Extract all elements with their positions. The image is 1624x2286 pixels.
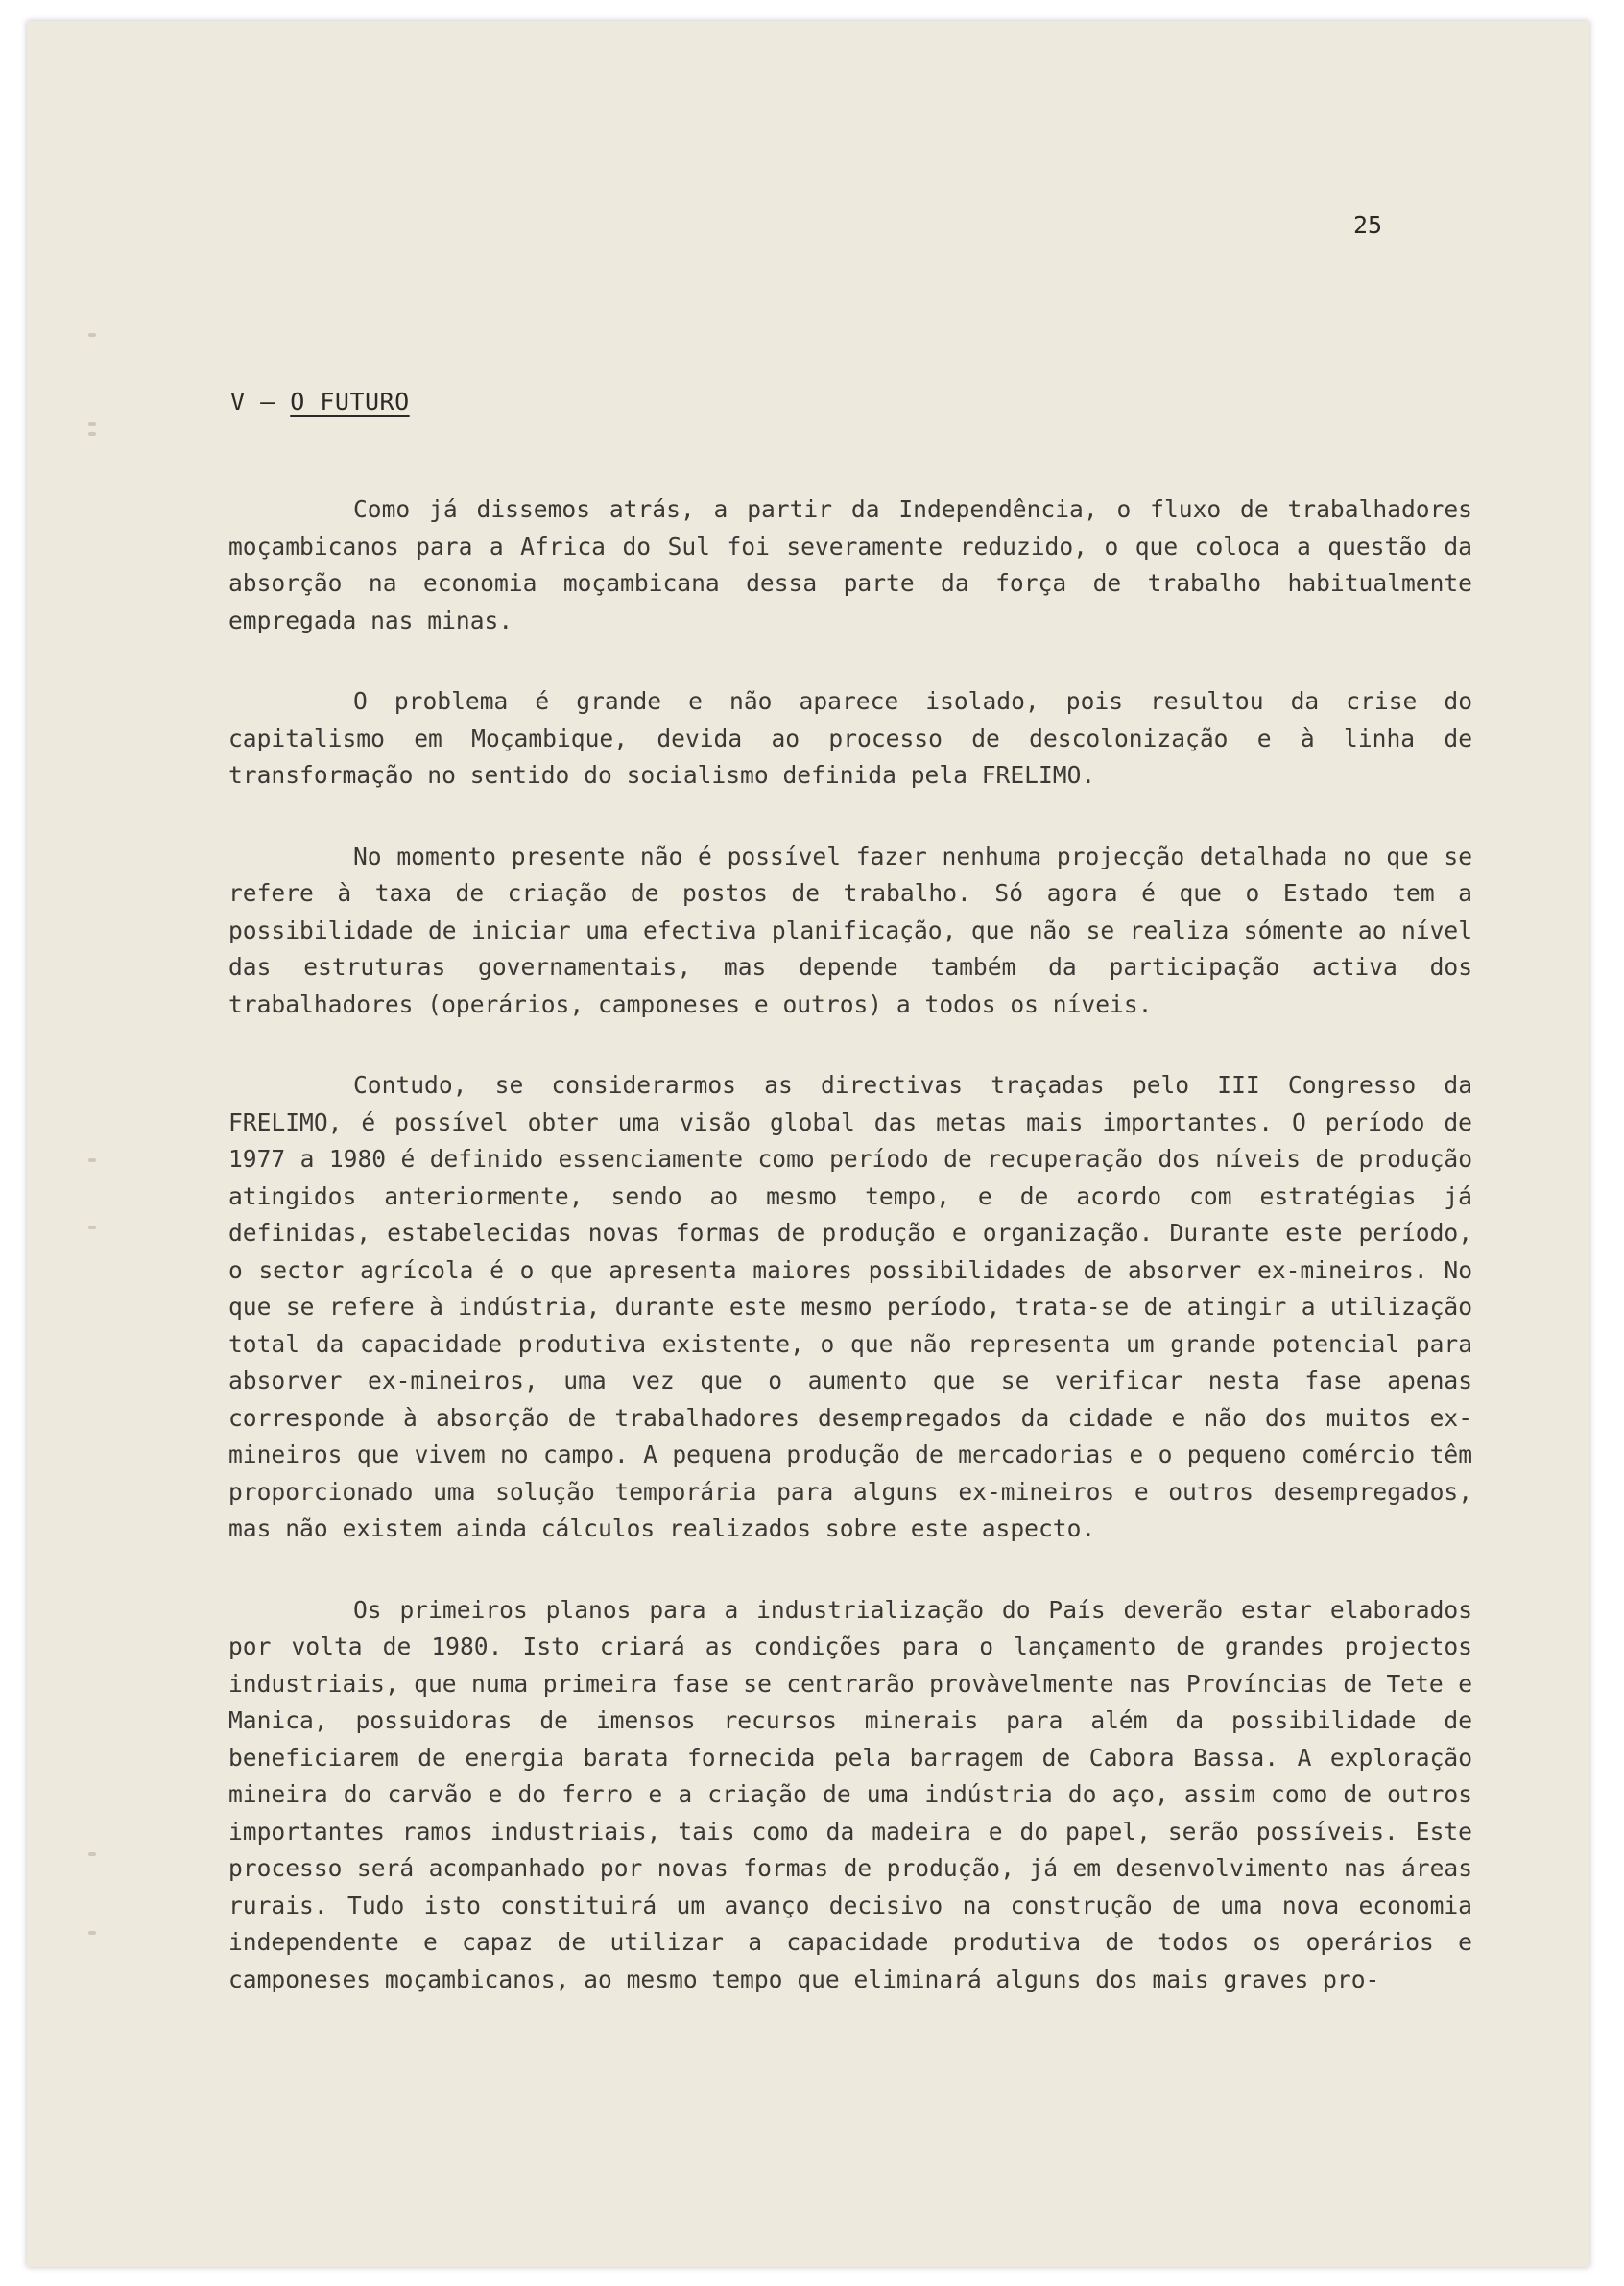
body-text (228, 491, 1472, 1998)
punch-mark (88, 1931, 96, 1935)
section-title: O FUTURO (290, 388, 410, 416)
punch-mark (88, 1158, 96, 1162)
punch-mark (88, 1226, 96, 1229)
paragraph-1: Como já dissemos atrás, a partir da Independência, o fluxo de trabalhadores moçambicanos para a Africa do Sul foi severamente reduzido, o que coloca a questão da absorção na economia moçambicana dessa parte da força de trabalho habitualmente empregada nas minas. (228, 495, 1472, 634)
paragraph-3: No momento presente não é possível fazer nenhuma projecção detalhada no que se refere à taxa de criação de postos de trabalho. Só agora é que o Estado tem a possibilidade de iniciar uma efectiva planificação, que não se realiza sómente ao nível das estruturas governamentais, mas depende também da participação activa dos trabalhadores (operários, camponeses e outros) a todos os níveis. (228, 842, 1472, 1018)
page-number: 25 (1353, 211, 1383, 239)
punch-mark (88, 422, 96, 426)
paragraph-5: Os primeiros planos para a industrialização do País deverão estar elaborados por volta de 1980. Isto criará as condições para o lançamento de grandes projectos industriais, que numa primeira fase se centrarão provàvelmente nas Províncias de Tete e Manica, possuidoras de imensos recursos minerais para além da possibilidade de beneficiarem de energia barata fornecida pela barragem de Cabora Bassa. A exploração mineira do carvão e do ferro e a criação de uma indústria do aço, assim como de outros importantes ramos industriais, tais como da madeira e do papel, serão possíveis. Este processo será acompanhado por novas formas de produção, já em desenvolvimento nas áreas rurais. Tudo isto constituirá um avanço decisivo na construção de uma nova economia independente e capaz de utilizar a capacidade produtiva de todos os operários e camponeses moçambicanos, ao mesmo tempo que eliminará alguns dos mais graves pro- (228, 1595, 1472, 1993)
document-page (27, 21, 1589, 2267)
punch-mark (88, 432, 96, 436)
section-number: V (230, 388, 246, 416)
punch-mark (88, 333, 96, 337)
section-heading (230, 388, 410, 416)
section-separator: – (260, 388, 275, 416)
punch-mark (88, 1852, 96, 1856)
paragraph-2: O problema é grande e não aparece isolado, pois resultou da crise do capitalismo em Moçambique, devida ao processo de descolonização e à linha de transformação no sentido do socialismo definida pela FRELIMO. (228, 687, 1472, 789)
paragraph-4: Contudo, se considerarmos as directivas traçadas pelo III Congresso da FRELIMO, é possível obter uma visão global das metas mais importantes. O período de 1977 a 1980 é definido essenciamente como período de recuperação dos níveis de produção atingidos anteriormente, sendo ao mesmo tempo, e de acordo com estratégias já definidas, estabelecidas novas formas de produção e organização. Durante este período, o sector agrícola é o que apresenta maiores possibilidades de absorver ex-mineiros. No que se refere à indústria, durante este mesmo período, trata-se de atingir a utilização total da capacidade produtiva existente, o que não representa um grande potencial para absorver ex-mineiros, uma vez que o aumento que se verificar nesta fase apenas corresponde à absorção de trabalhadores desempregados da cidade e não dos muitos ex-mineiros que vivem no campo. A pequena produção de mercadorias e o pequeno comércio têm proporcionado uma solução temporária para alguns ex-mineiros e outros desempregados, mas não existem ainda cálculos realizados sobre este aspecto. (228, 1071, 1472, 1542)
